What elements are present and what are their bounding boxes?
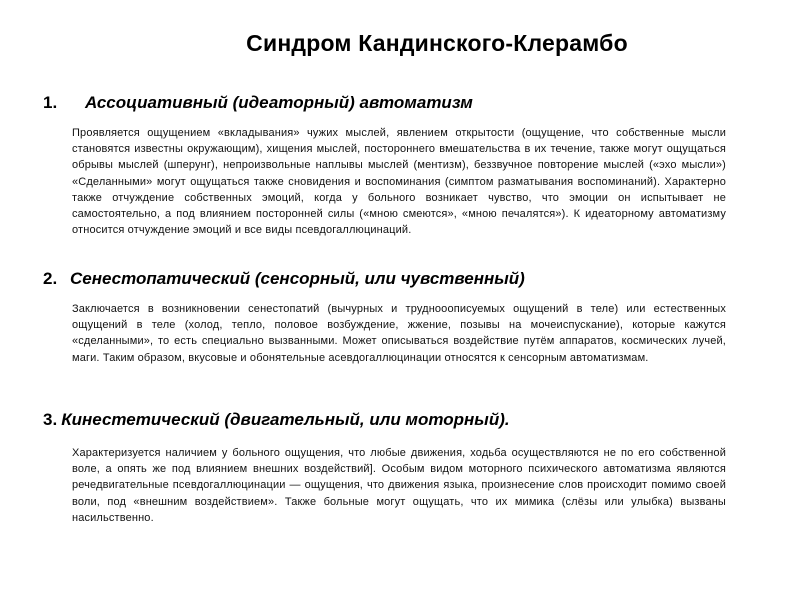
section-1-heading (43, 93, 473, 113)
section-2-number: 2. (43, 269, 58, 288)
section-2-heading (43, 269, 525, 289)
section-3-number: 3. (43, 410, 58, 429)
section-3-title: Кинестетический (двигательный, или моторный). (61, 410, 510, 429)
section-2-title: Сенестопатический (сенсорный, или чувственный) (70, 269, 525, 288)
section-1-number: 1. (43, 93, 58, 112)
slide-title: Синдром Кандинского-Клерамбо (246, 30, 628, 56)
section-1-text: Проявляется ощущением «вкладывания» чужих мыслей, явлением открытости (ощущение, что собственные мысли становятся известны окружающим), хищения мыслей, постороннего вмешательства в их течение, также могут ощущаться обрывы мыслей (шперунг), непроизвольные наплывы мыслей (ментизм), беззвучное повторение мыслей («эхо мысли») «Сделанными» могут ощущаться также сновидения и воспоминания (симптом разматывания воспоминаний). Характерно также отчуждение собственных эмоций, когда у больного возникает чувство, что эмоции он испытывает не самостоятельно, а под влиянием посторонней силы («мною смеются», «мною печалятся»). К идеаторному автоматизму относится отчуждение эмоций и все виды псевдогаллюцинаций. (72, 127, 726, 237)
section-2-text: Заключается в возникновении сенестопатий (вычурных и труднооописуемых ощущений в теле) или естественных ощущений в теле (холод, тепло, половое возбуждение, жжение, позывы на мочеиспускание), которые кажутся «сделанными», то есть специально вызванными. Может описываться воздействие путём аппаратов, космических лучей, маги. Таким образом, вкусовые и обонятельные асевдогаллюцинации относятся к сенсорным автоматизмам. (72, 303, 726, 364)
section-1-title: Ассоциативный (идеаторный) автоматизм (85, 93, 473, 112)
section-3-heading (43, 410, 510, 430)
section-3-text: Характеризуется наличием у больного ощущения, что любые движения, ходьба осуществляются не по его собственной воле, а опять же под влиянием внешних воздействий]. Особым видом моторного психического автоматизма являются речедвигательные псевдогаллюцинации — ощущения, что движения языка, произнесение слов происходит помимо своей воли, под «внешним воздействием». Также больные могут ощущать, что их мимика (слёзы или улыбка) вызваны насильственно. (72, 447, 726, 524)
